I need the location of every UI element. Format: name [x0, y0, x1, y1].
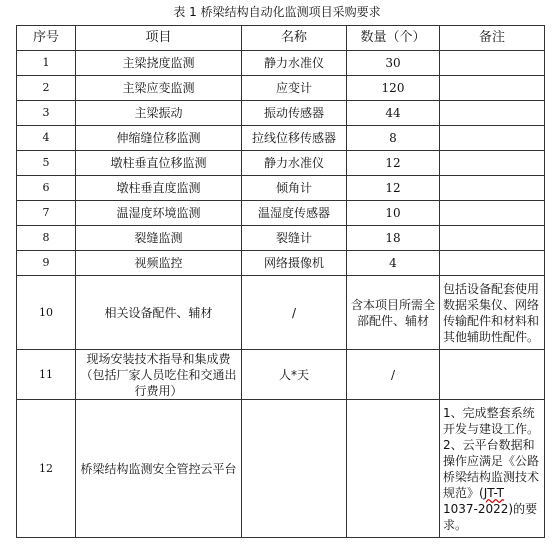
cell-qty: 44 [347, 101, 440, 126]
cell-name: 裂缝计 [242, 226, 347, 251]
cell-name: 人*天 [242, 350, 347, 400]
table-caption: 表 1 桥梁结构自动化监测项目采购要求 [173, 5, 381, 19]
cell-qty: 12 [347, 151, 440, 176]
cell-no: 4 [17, 126, 76, 151]
cell-item: 主梁应变监测 [76, 76, 242, 101]
header-row [17, 26, 545, 51]
cell-name [242, 400, 347, 538]
cell-note: 包括设备配套使用数据采集仪、网络传输配件和材料和其他辅助性配件。 [440, 276, 545, 350]
table-row [17, 251, 545, 276]
cell-no: 11 [17, 350, 76, 400]
cell-no: 1 [17, 51, 76, 76]
table-row [17, 350, 545, 400]
cell-qty: 12 [347, 176, 440, 201]
cell-no: 6 [17, 176, 76, 201]
cell-name: / [242, 276, 347, 350]
cell-name: 倾角计 [242, 176, 347, 201]
table-row [17, 51, 545, 76]
procurement-table [16, 25, 545, 538]
header-name: 名称 [242, 26, 347, 51]
note-line-1: 1、完成整套系统开发与建设工作。 [443, 405, 540, 436]
table-row [17, 176, 545, 201]
note-line-2-c: 1037-2022)的要求。 [443, 501, 538, 532]
cell-note [440, 76, 545, 101]
cell-item: 主梁振动 [76, 101, 242, 126]
cell-no: 12 [17, 400, 76, 538]
cell-note [440, 151, 545, 176]
note-line-2-a: 2、云平台数据和操作应满足《公路桥梁结构监测技术规范》( [443, 437, 540, 500]
cell-name: 温湿度传感器 [242, 201, 347, 226]
cell-note [440, 201, 545, 226]
table-row [17, 76, 545, 101]
cell-name: 静力水准仪 [242, 151, 347, 176]
cell-qty: 30 [347, 51, 440, 76]
cell-item: 主梁挠度监测 [76, 51, 242, 76]
table-row [17, 126, 545, 151]
cell-no: 7 [17, 201, 76, 226]
cell-qty: 8 [347, 126, 440, 151]
note-line-2 [443, 437, 541, 533]
cell-item: 桥梁结构监测安全管控云平台 [76, 400, 242, 538]
header-no: 序号 [17, 26, 76, 51]
note-line-2-standard-code: JT-T [483, 485, 505, 500]
cell-note [440, 350, 545, 400]
cell-item: 相关设备配件、辅材 [76, 276, 242, 350]
cell-note [440, 400, 545, 538]
cell-item: 墩柱垂直位移监测 [76, 151, 242, 176]
header-qty: 数量（个） [347, 26, 440, 51]
cell-name: 静力水准仪 [242, 51, 347, 76]
cell-qty: 含本项目所需全部配件、辅材 [347, 276, 440, 350]
cell-no: 10 [17, 276, 76, 350]
table-row [17, 400, 545, 538]
cell-qty: 10 [347, 201, 440, 226]
cell-item: 伸缩缝位移监测 [76, 126, 242, 151]
header-note: 备注 [440, 26, 545, 51]
table-row [17, 226, 545, 251]
cell-no: 8 [17, 226, 76, 251]
cell-name: 应变计 [242, 76, 347, 101]
cell-note [440, 176, 545, 201]
table-row [17, 276, 545, 350]
cell-name: 拉线位移传感器 [242, 126, 347, 151]
cell-no: 3 [17, 101, 76, 126]
cell-qty: 18 [347, 226, 440, 251]
cell-item: 温湿度环境监测 [76, 201, 242, 226]
cell-no: 2 [17, 76, 76, 101]
cell-note [440, 101, 545, 126]
cell-item: 视频监控 [76, 251, 242, 276]
table-row [17, 151, 545, 176]
cell-item: 现场安装技术指导和集成费（包括厂家人员吃住和交通出行费用） [76, 350, 242, 400]
cell-item: 墩柱垂直度监测 [76, 176, 242, 201]
cell-no: 9 [17, 251, 76, 276]
cell-no: 5 [17, 151, 76, 176]
table-row [17, 101, 545, 126]
cell-qty: 120 [347, 76, 440, 101]
cell-qty [347, 400, 440, 538]
cell-name: 网络摄像机 [242, 251, 347, 276]
cell-note [440, 251, 545, 276]
cell-note [440, 51, 545, 76]
cell-note [440, 226, 545, 251]
cell-item: 裂缝监测 [76, 226, 242, 251]
cell-note [440, 126, 545, 151]
cell-qty: 4 [347, 251, 440, 276]
cell-qty: / [347, 350, 440, 400]
cell-name: 振动传感器 [242, 101, 347, 126]
header-item: 项目 [76, 26, 242, 51]
table-row [17, 201, 545, 226]
